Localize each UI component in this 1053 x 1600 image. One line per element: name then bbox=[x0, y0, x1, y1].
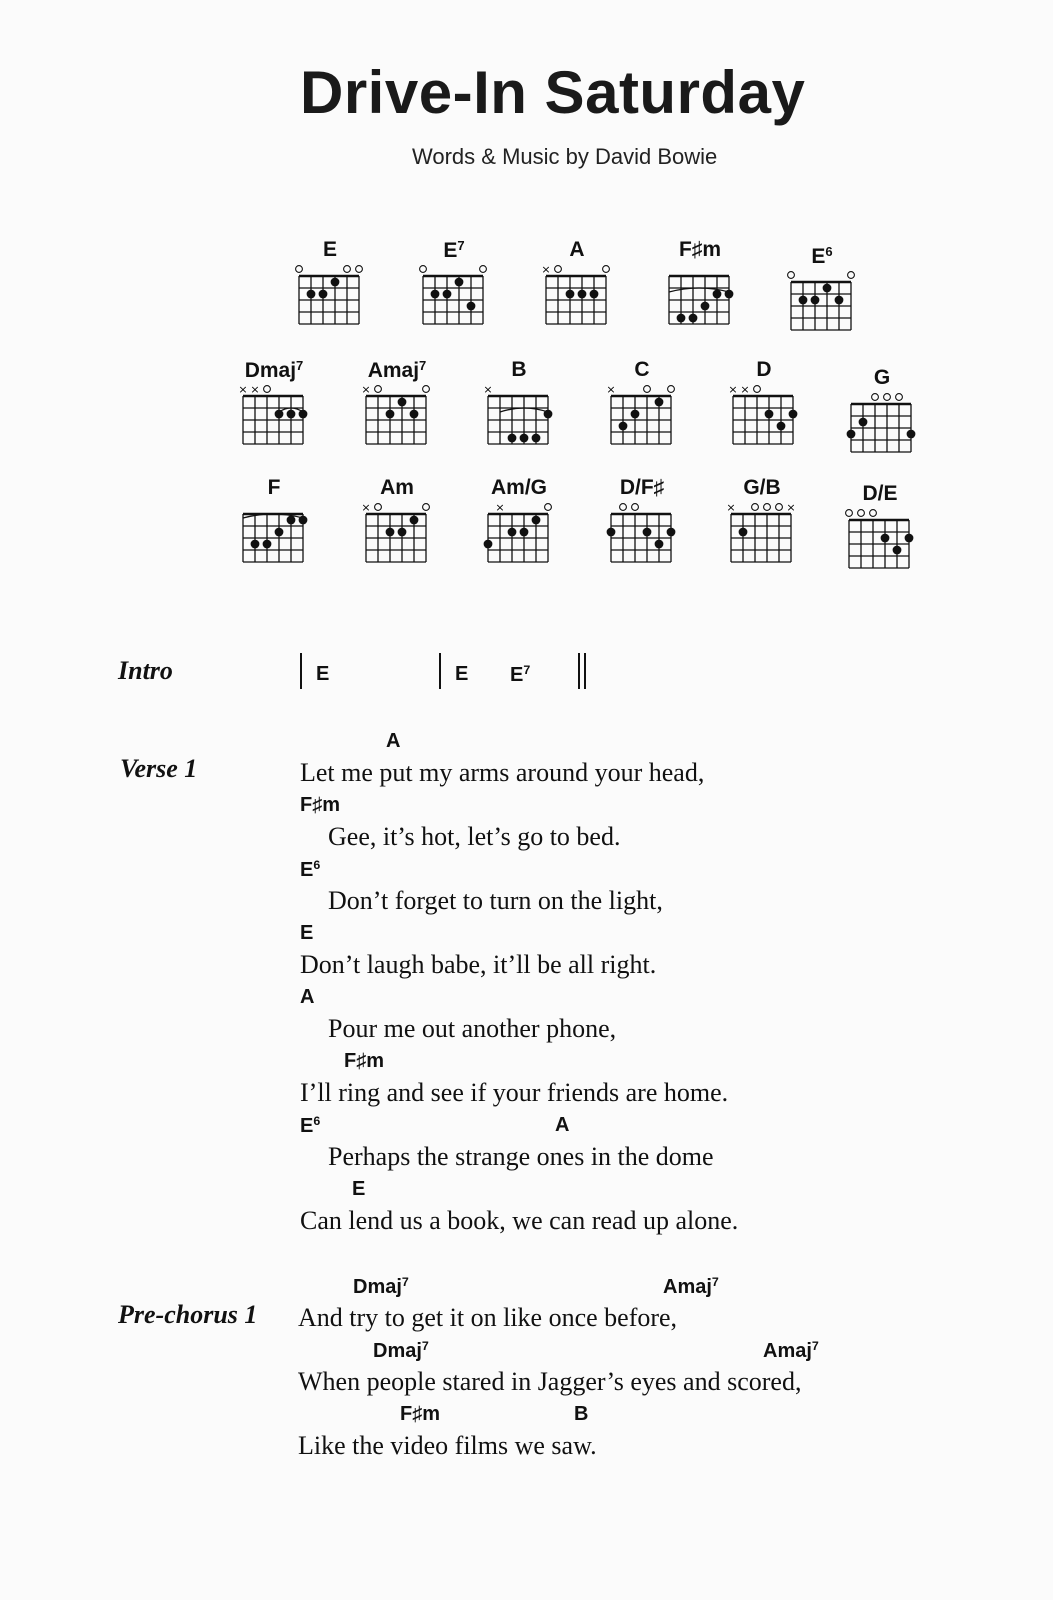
finger-dot bbox=[467, 302, 476, 311]
chord-grid-name: G bbox=[873, 366, 891, 389]
song-title: Drive-In Saturday bbox=[300, 59, 806, 126]
chord-diagram bbox=[848, 370, 918, 456]
muted-string-marker: × bbox=[728, 383, 738, 396]
section-label-prechorus: Pre-chorus 1 bbox=[118, 1300, 258, 1329]
chord-grid-name: $E^6$ bbox=[811, 244, 833, 269]
finger-dot bbox=[410, 410, 419, 419]
finger-dot bbox=[484, 540, 493, 549]
chord-diagram bbox=[240, 362, 310, 448]
chord-symbol: F♯m bbox=[400, 1403, 440, 1425]
finger-dot bbox=[275, 410, 284, 419]
finger-dot bbox=[823, 284, 832, 293]
finger-dot bbox=[532, 434, 541, 443]
open-string-marker bbox=[344, 266, 351, 273]
finger-dot bbox=[443, 290, 452, 299]
intro-chord: E bbox=[455, 663, 469, 685]
finger-dot bbox=[907, 430, 916, 439]
open-string-marker bbox=[632, 504, 639, 511]
chord-diagram bbox=[846, 486, 916, 572]
open-string-marker bbox=[884, 394, 891, 401]
open-string-marker bbox=[603, 266, 610, 273]
finger-dot bbox=[410, 516, 419, 525]
muted-string-marker: × bbox=[541, 263, 551, 276]
chord-grid-name: F bbox=[267, 476, 281, 499]
chord-grid-name: C bbox=[634, 358, 650, 381]
chord-symbol: F♯m bbox=[344, 1050, 384, 1072]
muted-string-marker: × bbox=[250, 383, 260, 396]
lyric-line: Perhaps the strange ones in the dome bbox=[328, 1142, 714, 1171]
finger-dot bbox=[739, 528, 748, 537]
muted-string-marker: × bbox=[361, 383, 371, 396]
finger-dot bbox=[667, 528, 676, 537]
finger-dot bbox=[677, 314, 686, 323]
open-string-marker bbox=[545, 504, 552, 511]
chord-diagram bbox=[296, 242, 366, 328]
finger-dot bbox=[275, 528, 284, 537]
open-string-marker bbox=[752, 504, 759, 511]
lyric-line: Gee, it’s hot, let’s go to bed. bbox=[328, 822, 621, 851]
open-string-marker bbox=[423, 504, 430, 511]
finger-dot bbox=[287, 516, 296, 525]
finger-dot bbox=[508, 528, 517, 537]
chord-symbol: E bbox=[352, 1178, 366, 1200]
chord-grid-name: Am/G bbox=[490, 476, 547, 499]
bar-line bbox=[439, 653, 441, 689]
finger-dot bbox=[386, 528, 395, 537]
finger-dot bbox=[777, 422, 786, 431]
finger-dot bbox=[811, 296, 820, 305]
finger-dot bbox=[263, 540, 272, 549]
open-string-marker bbox=[872, 394, 879, 401]
finger-dot bbox=[765, 410, 774, 419]
open-string-marker bbox=[644, 386, 651, 393]
chord-symbol: Amaj$^7$ bbox=[663, 1275, 719, 1298]
chord-grid-name: B bbox=[511, 358, 527, 381]
muted-string-marker: × bbox=[740, 383, 750, 396]
lyric-line: And try to get it on like once before, bbox=[298, 1303, 678, 1332]
chord-diagram bbox=[485, 362, 555, 448]
open-string-marker bbox=[356, 266, 363, 273]
intro-chord: E bbox=[316, 663, 330, 685]
finger-dot bbox=[607, 528, 616, 537]
chord-symbol: A bbox=[555, 1114, 570, 1136]
open-string-marker bbox=[423, 386, 430, 393]
chord-symbol: E bbox=[300, 922, 314, 944]
finger-dot bbox=[881, 534, 890, 543]
finger-dot bbox=[398, 528, 407, 537]
finger-dot bbox=[398, 398, 407, 407]
chord-grid-name: Amaj$^7$ bbox=[367, 358, 427, 383]
chord-diagram bbox=[666, 242, 736, 328]
finger-dot bbox=[386, 410, 395, 419]
chord-diagram bbox=[240, 480, 310, 566]
finger-dot bbox=[655, 540, 664, 549]
finger-dot bbox=[299, 516, 308, 525]
finger-dot bbox=[701, 302, 710, 311]
open-string-marker bbox=[754, 386, 761, 393]
finger-dot bbox=[713, 290, 722, 299]
chord-symbol: $E^6$ bbox=[300, 858, 321, 881]
chord-symbol: F♯m bbox=[300, 794, 340, 816]
chord-diagram bbox=[730, 362, 800, 448]
chord-grid-name: Dmaj$^7$ bbox=[244, 358, 304, 383]
finger-dot bbox=[725, 290, 734, 299]
open-string-marker bbox=[858, 510, 865, 517]
open-string-marker bbox=[846, 510, 853, 517]
muted-string-marker: × bbox=[606, 383, 616, 396]
muted-string-marker: × bbox=[483, 383, 493, 396]
chord-grid-name: D bbox=[756, 358, 772, 381]
finger-dot bbox=[319, 290, 328, 299]
open-string-marker bbox=[776, 504, 783, 511]
finger-dot bbox=[689, 314, 698, 323]
finger-dot bbox=[789, 410, 798, 419]
lyric-line: Don’t laugh babe, it’ll be all right. bbox=[300, 950, 657, 979]
intro-chord: $E^7$ bbox=[510, 663, 531, 686]
open-string-marker bbox=[296, 266, 303, 273]
open-string-marker bbox=[788, 272, 795, 279]
chord-diagram bbox=[608, 362, 678, 448]
finger-dot bbox=[299, 410, 308, 419]
chord-symbol: A bbox=[386, 730, 401, 752]
chord-grid-name: D/E bbox=[862, 482, 898, 505]
muted-string-marker: × bbox=[361, 501, 371, 514]
section-label-verse: Verse 1 bbox=[120, 754, 198, 783]
lyric-line: Pour me out another phone, bbox=[328, 1014, 617, 1043]
chord-diagram bbox=[608, 480, 678, 566]
chord-symbol: $E^6$ bbox=[300, 1114, 321, 1137]
chord-symbol: Amaj$^7$ bbox=[763, 1339, 819, 1362]
bar-line bbox=[584, 653, 586, 689]
finger-dot bbox=[847, 430, 856, 439]
finger-dot bbox=[619, 422, 628, 431]
chord-symbol: A bbox=[300, 986, 315, 1008]
finger-dot bbox=[532, 516, 541, 525]
finger-dot bbox=[520, 434, 529, 443]
chord-symbol: Dmaj$^7$ bbox=[373, 1339, 429, 1362]
section-label-intro: Intro bbox=[118, 656, 173, 685]
chord-diagram bbox=[420, 242, 490, 328]
finger-dot bbox=[331, 278, 340, 287]
finger-dot bbox=[455, 278, 464, 287]
muted-string-marker: × bbox=[495, 501, 505, 514]
finger-dot bbox=[251, 540, 260, 549]
lyric-line: Can lend us a book, we can read up alone. bbox=[300, 1206, 739, 1235]
open-string-marker bbox=[896, 394, 903, 401]
finger-dot bbox=[508, 434, 517, 443]
finger-dot bbox=[643, 528, 652, 537]
finger-dot bbox=[544, 410, 553, 419]
chord-grid-name: $E^7$ bbox=[443, 238, 465, 263]
lyric-line: Don’t forget to turn on the light, bbox=[328, 886, 663, 915]
chord-diagram bbox=[543, 242, 613, 328]
chord-symbol: Dmaj$^7$ bbox=[353, 1275, 409, 1298]
finger-dot bbox=[631, 410, 640, 419]
finger-dot bbox=[520, 528, 529, 537]
open-string-marker bbox=[264, 386, 271, 393]
open-string-marker bbox=[620, 504, 627, 511]
chord-diagram bbox=[363, 362, 433, 448]
finger-dot bbox=[307, 290, 316, 299]
muted-string-marker: × bbox=[786, 501, 796, 514]
open-string-marker bbox=[555, 266, 562, 273]
finger-dot bbox=[799, 296, 808, 305]
chord-grid-name: A bbox=[569, 238, 585, 261]
open-string-marker bbox=[764, 504, 771, 511]
lyric-line: I’ll ring and see if your friends are home. bbox=[300, 1078, 729, 1107]
finger-dot bbox=[566, 290, 575, 299]
open-string-marker bbox=[870, 510, 877, 517]
lyric-line: Like the video films we saw. bbox=[298, 1431, 597, 1460]
finger-dot bbox=[431, 290, 440, 299]
lyric-line: When people stared in Jagger’s eyes and scored, bbox=[298, 1367, 802, 1396]
finger-dot bbox=[287, 410, 296, 419]
finger-dot bbox=[655, 398, 664, 407]
open-string-marker bbox=[848, 272, 855, 279]
lyric-line: Let me put my arms around your head, bbox=[300, 758, 705, 787]
chord-grid-name: Am bbox=[380, 476, 414, 499]
open-string-marker bbox=[668, 386, 675, 393]
chord-diagram bbox=[788, 248, 858, 334]
bar-line bbox=[578, 653, 580, 689]
chord-diagram bbox=[363, 480, 433, 566]
finger-dot bbox=[590, 290, 599, 299]
open-string-marker bbox=[375, 504, 382, 511]
chord-grid-name: G/B bbox=[743, 476, 781, 499]
bar-line bbox=[300, 653, 302, 689]
song-credits: Words & Music by David Bowie bbox=[412, 144, 718, 169]
open-string-marker bbox=[375, 386, 382, 393]
finger-dot bbox=[859, 418, 868, 427]
finger-dot bbox=[578, 290, 587, 299]
chord-grid-name: F♯m bbox=[679, 238, 721, 261]
finger-dot bbox=[835, 296, 844, 305]
chord-symbol: B bbox=[574, 1403, 589, 1425]
chord-diagram bbox=[728, 480, 798, 566]
chord-diagram bbox=[485, 480, 555, 566]
chord-grid-name: E bbox=[322, 238, 337, 261]
open-string-marker bbox=[480, 266, 487, 273]
open-string-marker bbox=[420, 266, 427, 273]
muted-string-marker: × bbox=[726, 501, 736, 514]
finger-dot bbox=[905, 534, 914, 543]
muted-string-marker: × bbox=[238, 383, 248, 396]
finger-dot bbox=[893, 546, 902, 555]
chord-grid-name: D/F♯ bbox=[619, 476, 665, 499]
